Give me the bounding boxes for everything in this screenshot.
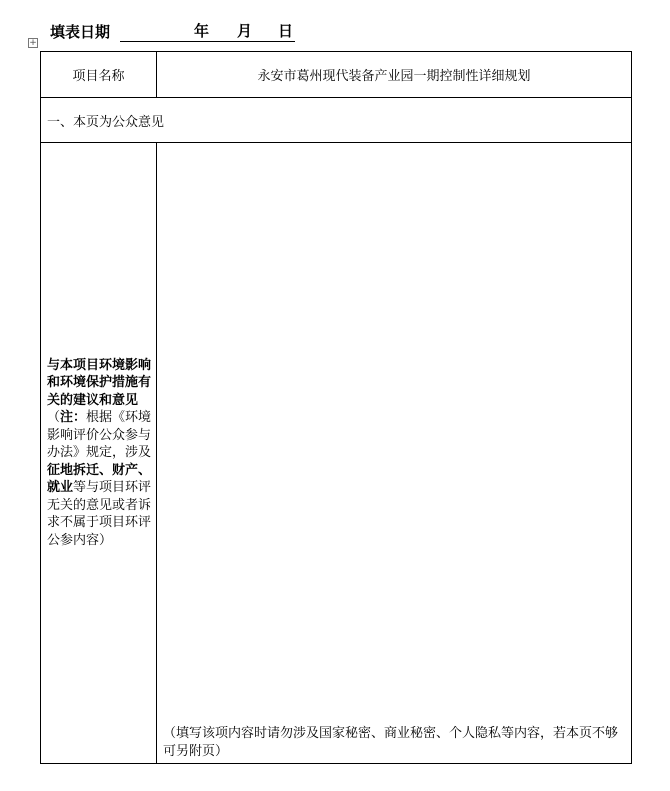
fill-date-label: 填表日期 — [50, 23, 111, 41]
opinion-label-cell — [41, 143, 157, 764]
project-name-label: 项目名称 — [41, 52, 157, 98]
month-label: 月 — [237, 22, 253, 40]
month-blank[interactable] — [211, 23, 235, 42]
section-title: 一、本页为公众意见 — [41, 98, 632, 143]
opinion-note-label: 注： — [60, 410, 87, 426]
project-name-value: 永安市葛州现代装备产业园一期控制性详细规划 — [157, 52, 632, 98]
opinion-label-bold: 与本项目环境影响和环境保护措施有关的建议和意见 — [47, 357, 152, 408]
footer-note: （填写该项内容时请勿涉及国家秘密、商业秘密、个人隐私等内容，若本页不够可另附页） — [163, 726, 619, 759]
opinion-note-text-1: 根据《环境影响评价公众参与办法》规定，涉及 — [47, 410, 152, 461]
fill-date-row — [50, 20, 295, 42]
opinion-note-open: （ — [47, 410, 61, 426]
table-move-handle-icon[interactable]: + — [29, 38, 37, 48]
day-blank[interactable] — [254, 23, 276, 42]
opinion-note-text-2: 等与项目环评无关的意见或者诉求不属于项目环评公参内容） — [47, 480, 152, 548]
year-label: 年 — [194, 22, 210, 40]
day-label: 日 — [278, 22, 294, 40]
year-blank[interactable] — [120, 23, 192, 42]
public-opinion-form-table — [40, 51, 632, 764]
opinion-note-bold: 征地拆迁、财产、就业 — [47, 462, 152, 496]
opinion-input-area[interactable] — [157, 143, 632, 764]
